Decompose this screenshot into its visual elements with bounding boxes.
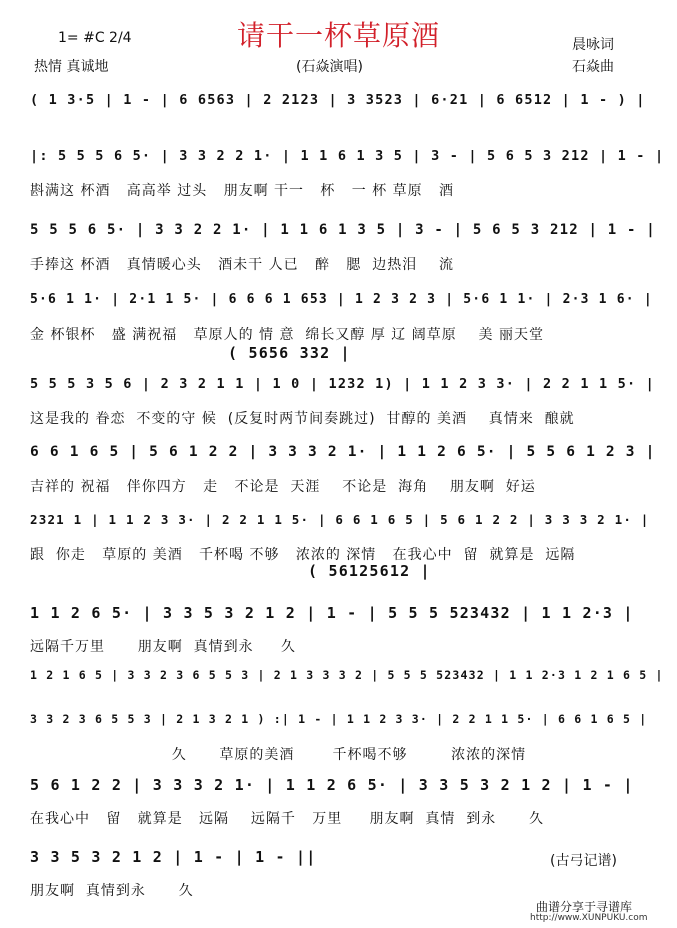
score-row bbox=[30, 376, 655, 436]
transcriber-credit: (古弓记谱) bbox=[550, 853, 617, 869]
notation-line: 1 2 1 6 5 | 3 3 2 3 6 5 5 3 | 2 1 3 3 3 2 | 5 5 5 523432 | 1 1 2·3 1 2 1 6 5 | bbox=[30, 668, 664, 682]
notation-line: 5·6 1 1· | 2·1 1 5· | 6 6 6 1 653 | 1 2 3 2 3 | 5·6 1 1· | 2·3 1 6· | bbox=[30, 292, 653, 307]
lyrics-line: 朋友啊 真情到永 久 bbox=[30, 883, 194, 899]
lyrics-line: 久 草原的美酒 千杯喝不够 浓浓的深情 bbox=[30, 747, 527, 763]
score-row bbox=[30, 604, 650, 664]
notation-line: 2321 1 | 1 1 2 3 3· | 2 2 1 1 5· | 6 6 1 6 5 | 5 6 1 2 2 | 3 3 3 2 1· | bbox=[30, 512, 650, 527]
score-row bbox=[30, 148, 665, 208]
notation-line: ( 5656 332 | bbox=[228, 344, 351, 362]
lyrics-line: 吉祥的 祝福 伴你四方 走 不论是 天涯 不论是 海角 朋友啊 好运 bbox=[30, 479, 536, 495]
notation-line: 5 6 1 2 2 | 3 3 3 2 1· | 1 1 2 6 5· | 3 3 5 3 2 1 2 | 1 - | bbox=[30, 776, 634, 794]
notation-line: 3 3 5 3 2 1 2 | 1 - | 1 - || bbox=[30, 848, 317, 866]
notation-line: ( 1 3·5 | 1 - | 6 6563 | 2 2123 | 3 3523 | 6·21 | 6 6512 | 1 - ) | bbox=[30, 92, 646, 108]
key-signature: 1= #C 2/4 bbox=[58, 30, 132, 46]
score-row bbox=[30, 776, 650, 836]
notation-line: 5 5 5 6 5· | 3 3 2 2 1· | 1 1 6 1 3 5 | 3 - | 5 6 5 3 212 | 1 - | bbox=[30, 222, 656, 238]
score-row bbox=[30, 444, 656, 504]
lyrics-line: 这是我的 眷恋 不变的守 候 (反复时两节间奏跳过) 甘醇的 美酒 真情来 酿就 bbox=[30, 411, 575, 427]
score-row bbox=[30, 712, 650, 772]
notation-line: 6 6 1 6 5 | 5 6 1 2 2 | 3 3 3 2 1· | 1 1 2 6 5· | 5 5 6 1 2 3 | bbox=[30, 444, 656, 460]
song-title: 请干一杯草原酒 bbox=[236, 19, 440, 52]
score-row bbox=[30, 92, 650, 152]
lyrics-line: 斟满这 杯酒 高高举 过头 朋友啊 干一 杯 一 杯 草原 酒 bbox=[30, 183, 455, 199]
singer-credit: (石焱演唱) bbox=[296, 59, 363, 75]
composer-credit: 石焱曲 bbox=[572, 59, 614, 75]
tempo-marking: 热情 真诚地 bbox=[34, 59, 109, 75]
lyrics-line: 在我心中 留 就算是 远隔 远隔千 万里 朋友啊 真情 到永 久 bbox=[30, 811, 544, 827]
watermark-url: http://www.XUNPUKU.com bbox=[530, 913, 648, 923]
notation-line: ( 56125612 | bbox=[308, 562, 431, 580]
lyrics-line: 金 杯银杯 盛 满祝福 草原人的 情 意 绵长又醇 厚 辽 阔草原 美 丽天堂 bbox=[30, 327, 545, 343]
notation-line: 5 5 5 3 5 6 | 2 3 2 1 1 | 1 0 | 1232 1) | 1 1 2 3 3· | 2 2 1 1 5· | bbox=[30, 376, 655, 392]
lyrics-line: 远隔千万里 朋友啊 真情到永 久 bbox=[30, 639, 296, 655]
notation-line: 3 3 2 3 6 5 5 3 | 2 1 3 2 1 ) :| 1 - | 1 1 2 3 3· | 2 2 1 1 5· | 6 6 1 6 5 | bbox=[30, 712, 648, 726]
notation-line: |: 5 5 5 6 5· | 3 3 2 2 1· | 1 1 6 1 3 5 | 3 - | 5 6 5 3 212 | 1 - | bbox=[30, 148, 665, 164]
score-row bbox=[30, 222, 656, 282]
lyricist-credit: 晨咏词 bbox=[572, 37, 614, 53]
watermark-text: 曲谱分享于寻谱库 bbox=[536, 900, 633, 914]
lyrics-line: 跟 你走 草原的 美酒 千杯喝 不够 浓浓的 深情 在我心中 留 就算是 远隔 bbox=[30, 547, 576, 563]
score-row bbox=[30, 292, 653, 352]
lyrics-line: 手捧这 杯酒 真情暖心头 酒未干 人已 醉 腮 边热泪 流 bbox=[30, 257, 455, 273]
notation-line: 1 1 2 6 5· | 3 3 5 3 2 1 2 | 1 - | 5 5 5 523432 | 1 1 2·3 | bbox=[30, 604, 634, 622]
